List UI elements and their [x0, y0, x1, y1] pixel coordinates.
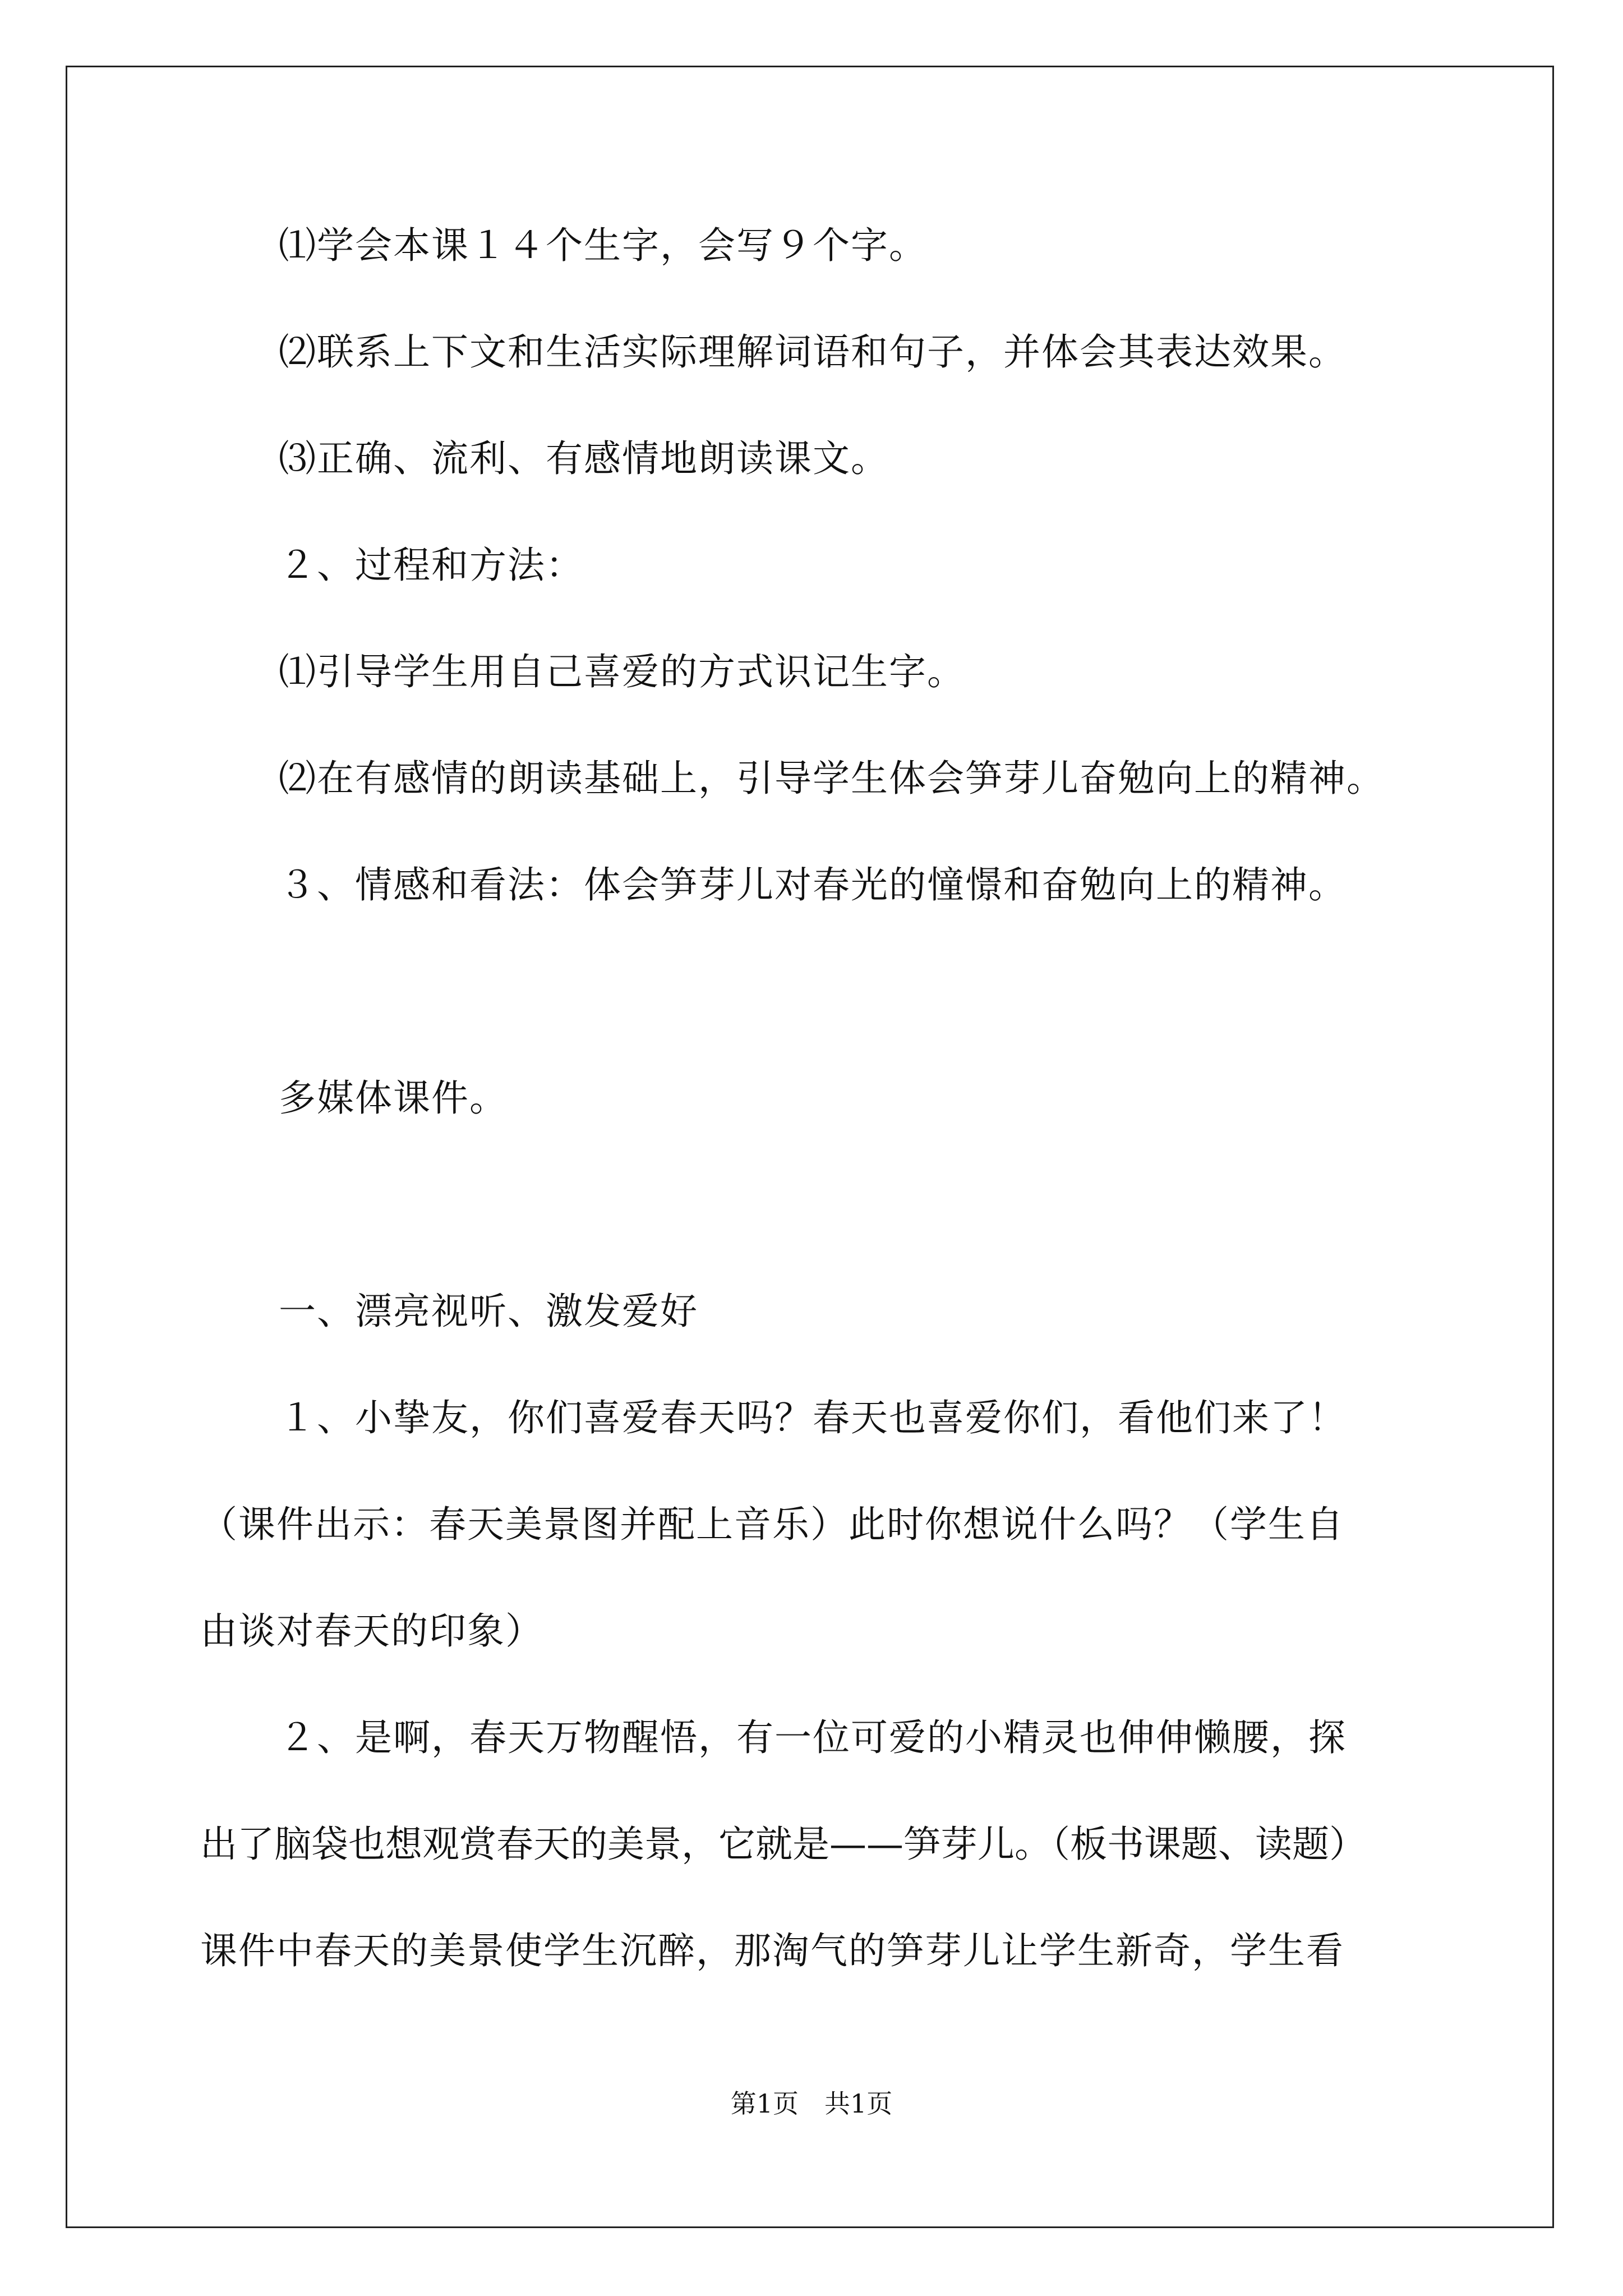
section-emotion: ３、情感和看法：体会笋芽儿对春光的憧憬和奋勉向上的精神。 — [279, 863, 1347, 907]
objective-1: ⑴学会本课１４个生字，会写９个字。 — [279, 224, 927, 267]
step-1-para-1-line-1: １、小挚友，你们喜爱春天吗？春天也喜爱你们，看他们来了！ — [279, 1396, 1347, 1439]
process-item-1: ⑴引导学生用自己喜爱的方式识记生字。 — [279, 650, 965, 693]
page-border — [66, 66, 1554, 2228]
materials: 多媒体课件。 — [279, 1076, 508, 1120]
step-1-para-1-line-2: （课件出示：春天美景图并配上音乐）此时你想说什么吗？（学生自 — [200, 1503, 1344, 1546]
objective-3: ⑶正确、流利、有感情地朗读课文。 — [279, 437, 889, 480]
step-1-para-2-line-2: 出了脑袋也想观赏春天的美景，它就是——笋芽儿。（板书课题、读题） — [200, 1823, 1366, 1866]
step-1-para-2-line-3: 课件中春天的美景使学生沉醉，那淘气的笋芽儿让学生新奇，学生看 — [200, 1929, 1344, 1972]
section-process-heading: ２、过程和方法： — [279, 544, 584, 587]
process-item-2: ⑵在有感情的朗读基础上，引导学生体会笋芽儿奋勉向上的精神。 — [279, 757, 1385, 800]
objective-2: ⑵联系上下文和生活实际理解词语和句子，并体会其表达效果。 — [279, 330, 1347, 374]
step-1-para-1-line-3: 由谈对春天的印象） — [200, 1609, 543, 1653]
step-1-heading: 一、漂亮视听、激发爱好 — [279, 1290, 698, 1333]
page-footer: 第1页 共1页 — [730, 2088, 893, 2119]
step-1-para-2-line-1: ２、是啊，春天万物醒悟，有一位可爱的小精灵也伸伸懒腰，探 — [279, 1716, 1347, 1759]
